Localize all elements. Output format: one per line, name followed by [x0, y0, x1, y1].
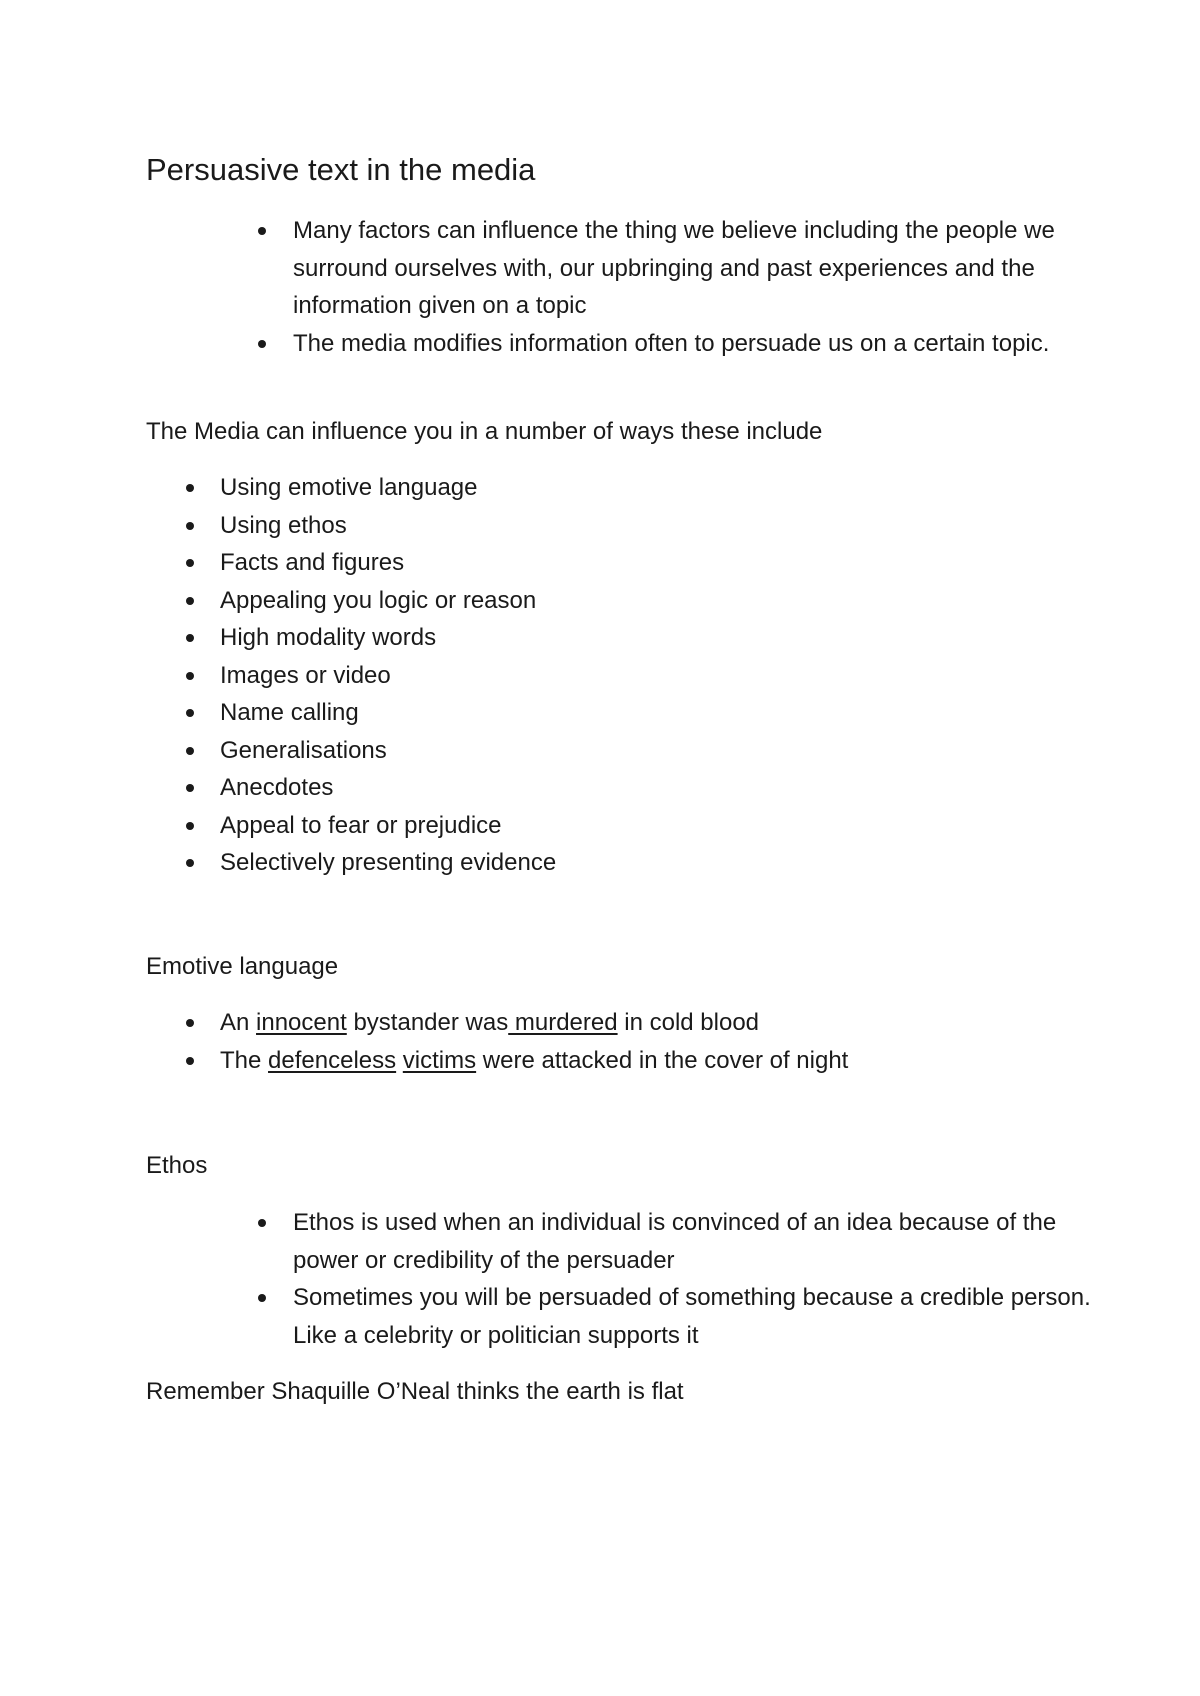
list-item	[220, 807, 1120, 845]
ways-intro-paragraph: The Media can influence you in a number of ways these include	[146, 418, 823, 445]
list-item-text: Appealing you logic or reason	[220, 586, 537, 614]
bullet-icon	[258, 227, 266, 235]
list-item	[220, 1042, 1120, 1080]
bullet-icon	[186, 709, 194, 717]
list-item-text: Appeal to fear or prejudice	[220, 811, 502, 839]
list-item	[220, 657, 1120, 695]
list-item	[220, 769, 1120, 807]
list-item-text: Ethos is used when an individual is convinced of an idea because of the power or credibility of the persuader	[293, 1209, 1057, 1274]
emotive-language-heading: Emotive language	[146, 953, 339, 980]
list-item	[220, 619, 1120, 657]
list-item	[220, 732, 1120, 770]
emotive-example-2	[220, 1047, 848, 1074]
list-item-text: Selectively presenting evidence	[220, 849, 557, 876]
bullet-icon	[186, 822, 194, 830]
text-segment	[396, 1047, 403, 1074]
ethos-heading: Ethos	[146, 1152, 208, 1179]
underlined-word: defenceless	[268, 1046, 397, 1074]
intro-bullet-list	[293, 212, 1083, 362]
list-item-text: Generalisations	[220, 736, 387, 764]
text-segment: bystander was	[346, 1009, 509, 1036]
ways-bullet-list	[220, 469, 1120, 882]
list-item-text: High modality words	[220, 624, 437, 651]
underlined-word: murdered	[508, 1009, 618, 1036]
emotive-example-1	[220, 1009, 759, 1036]
list-item	[220, 507, 1120, 545]
list-item	[293, 1204, 1093, 1279]
bullet-icon	[186, 1057, 194, 1065]
list-item	[220, 694, 1120, 732]
list-item-text: Sometimes you will be persuaded of something because a credible person. Like a celebrity or politician supports it	[293, 1284, 1091, 1349]
list-item	[220, 844, 1120, 882]
text-segment: were attacked in the cover of night	[476, 1046, 849, 1074]
ethos-bullet-list	[293, 1204, 1093, 1354]
text-segment: The	[220, 1046, 269, 1074]
list-item-text: Many factors can influence the thing we believe including the people we surround ourselves with, our upbringing and past experiences and the information given on a topic	[293, 217, 1055, 319]
bullet-icon	[186, 484, 194, 492]
bullet-icon	[258, 340, 266, 348]
list-item-text: Images or video	[220, 661, 391, 689]
bullet-icon	[258, 1219, 266, 1227]
underlined-word: victims	[402, 1046, 477, 1074]
emotive-example-list	[220, 1004, 1120, 1079]
document-title: Persuasive text in the media	[146, 152, 536, 187]
list-item	[220, 1004, 1120, 1042]
list-item-text: Name calling	[220, 699, 359, 726]
bullet-icon	[186, 1019, 194, 1027]
bullet-icon	[186, 747, 194, 755]
list-item	[293, 325, 1083, 363]
list-item-text: Facts and figures	[220, 549, 405, 576]
list-item	[220, 544, 1120, 582]
text-segment: An	[220, 1009, 257, 1036]
bullet-icon	[186, 859, 194, 867]
list-item-text: Using emotive language	[220, 474, 478, 501]
bullet-icon	[186, 672, 194, 680]
list-item-text: Using ethos	[220, 511, 347, 539]
bullet-icon	[186, 522, 194, 530]
bullet-icon	[186, 597, 194, 605]
bullet-icon	[186, 634, 194, 642]
bullet-icon	[186, 784, 194, 792]
text-segment: in cold blood	[617, 1009, 760, 1036]
list-item	[293, 212, 1083, 325]
list-item-text: Anecdotes	[220, 774, 334, 801]
list-item	[220, 582, 1120, 620]
list-item-text: The media modifies information often to persuade us on a certain topic.	[293, 329, 1050, 357]
underlined-word: innocent	[256, 1009, 347, 1036]
closing-paragraph: Remember Shaquille O’Neal thinks the earth is flat	[146, 1378, 684, 1405]
list-item	[220, 469, 1120, 507]
bullet-icon	[186, 559, 194, 567]
list-item	[293, 1279, 1093, 1354]
bullet-icon	[258, 1294, 266, 1302]
